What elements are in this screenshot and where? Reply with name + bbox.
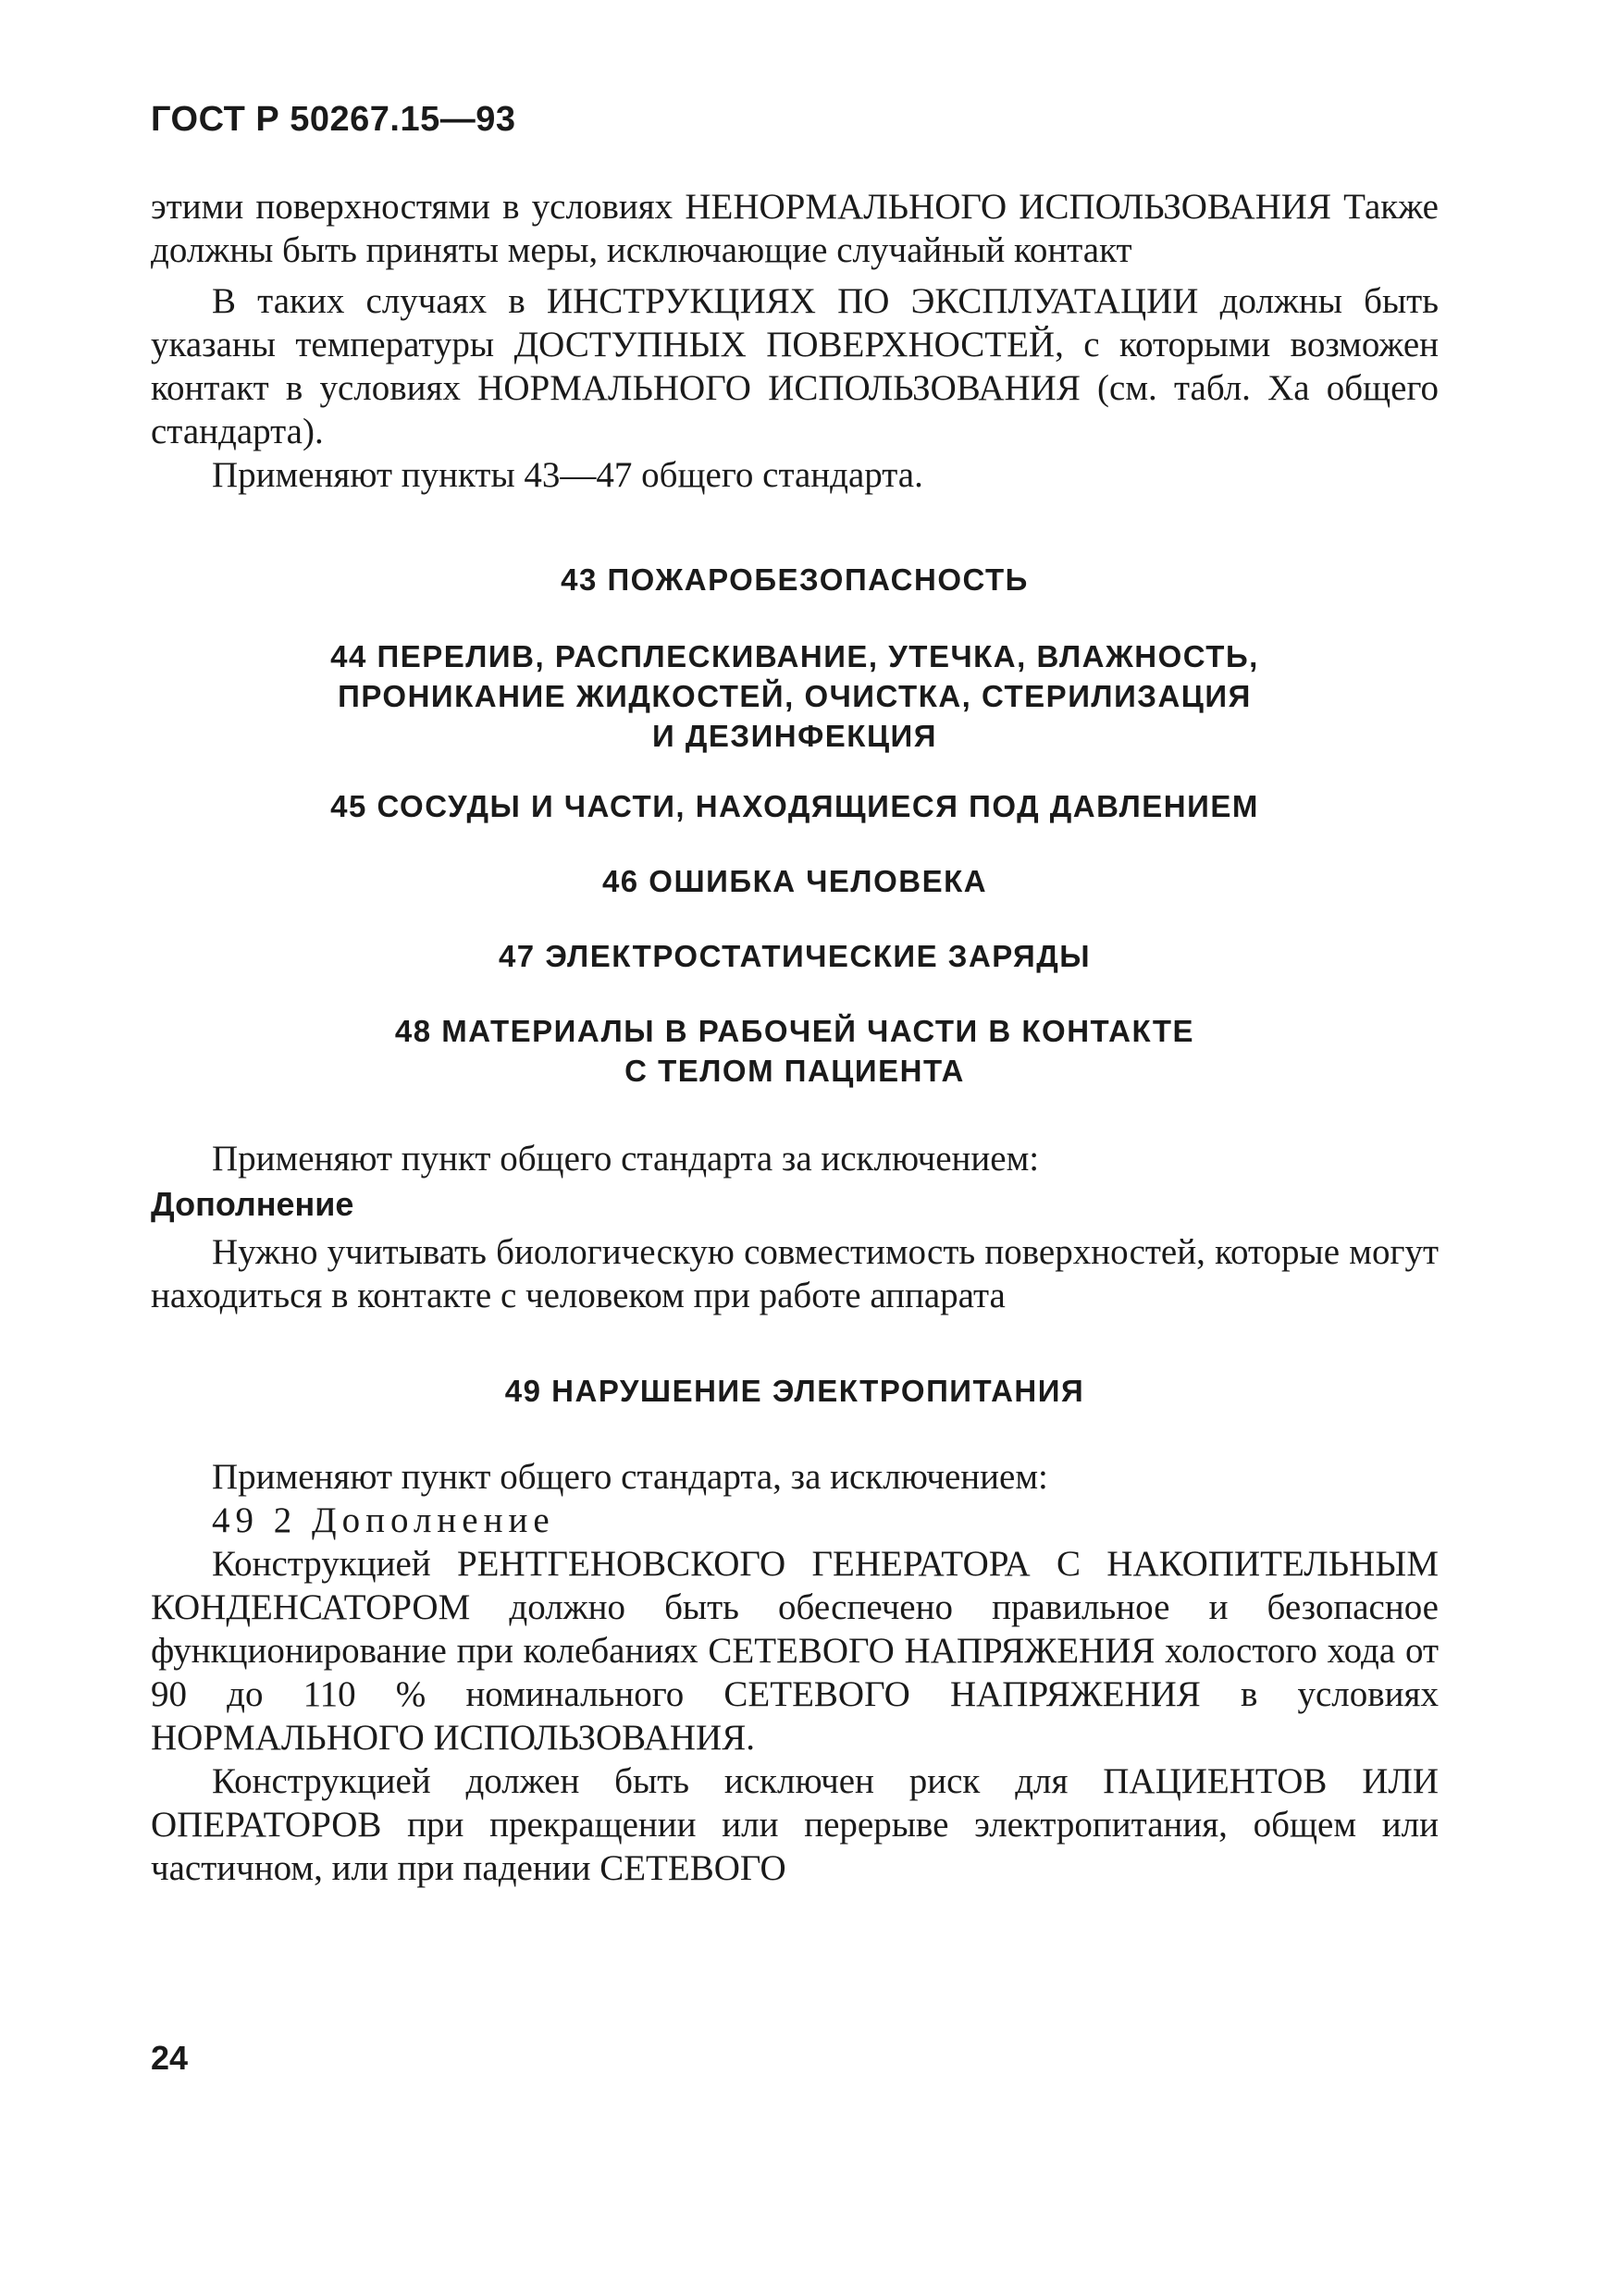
paragraph-continuation: этими поверхностями в условиях НЕНОРМАЛЬНОГО ИСПОЛЬЗОВАНИЯ Также должны быть приняты меры, исключающие случайный контакт — [151, 187, 1439, 270]
paragraph-49-body-1: Конструкцией РЕНТГЕНОВСКОГО ГЕНЕРАТОРА С НАКОПИТЕЛЬНЫМ КОНДЕНСАТОРОМ должно быть обеспечено правильное и безопасное функционирование при колебаниях СЕТЕВОГО НАПРЯЖЕНИЯ холостого хода от 90 до 110 % номинального СЕТЕВОГО НАПРЯЖЕНИЯ в условиях НОРМАЛЬНОГО ИСПОЛЬЗОВАНИЯ. — [151, 1544, 1439, 1758]
page-header-standard-number: ГОСТ Р 50267.15—93 — [151, 100, 516, 139]
paragraph-48-intro: Применяют пункт общего стандарта за исключением: — [212, 1139, 1040, 1179]
section-heading-46: 46 ОШИБКА ЧЕЛОВЕКА — [601, 864, 988, 898]
paragraph-applied-clauses: Применяют пункты 43—47 общего стандарта. — [212, 455, 923, 495]
section-heading-47: 47 ЭЛЕКТРОСТАТИЧЕСКИЕ ЗАРЯДЫ — [498, 939, 1092, 973]
section-heading-48-line-1: 48 МАТЕРИАЛЫ В РАБОЧЕЙ ЧАСТИ В КОНТАКТЕ — [394, 1014, 1195, 1048]
page-number: 24 — [151, 2039, 189, 2077]
section-heading-44-line-1: 44 ПЕРЕЛИВ, РАСПЛЕСКИВАНИЕ, УТЕЧКА, ВЛАЖНОСТЬ, — [330, 639, 1259, 673]
page-content — [151, 185, 1439, 1890]
section-heading-49: 49 НАРУШЕНИЕ ЭЛЕКТРОПИТАНИЯ — [504, 1374, 1085, 1408]
paragraph-instructions: В таких случаях в ИНСТРУКЦИЯХ ПО ЭКСПЛУАТАЦИИ должны быть указаны температуры ДОСТУПНЫХ ПОВЕРХНОСТЕЙ, с которыми возможен контакт в условиях НОРМАЛЬНОГО ИСПОЛЬЗОВАНИЯ (см. табл. Ха общего стандарта). — [151, 281, 1439, 451]
section-heading-44-line-3: И ДЕЗИНФЕКЦИЯ — [652, 719, 937, 753]
paragraph-48-body: Нужно учитывать биологическую совместимость поверхностей, которые могут находиться в контакте с человеком при работе аппарата — [151, 1232, 1439, 1315]
section-heading-44 — [151, 636, 1439, 756]
subheading-addition-48: Дополнение — [151, 1185, 354, 1223]
section-heading-44-line-2: ПРОНИКАНИЕ ЖИДКОСТЕЙ, ОЧИСТКА, СТЕРИЛИЗАЦИЯ — [338, 679, 1252, 713]
section-heading-48-line-2: С ТЕЛОМ ПАЦИЕНТА — [624, 1054, 965, 1088]
paragraph-49-body-2: Конструкцией должен быть исключен риск для ПАЦИЕНТОВ ИЛИ ОПЕРАТОРОВ при прекращении или перерыве электропитания, общем или частичном, или при падении СЕТЕВОГО — [151, 1761, 1439, 1888]
paragraph-49-intro: Применяют пункт общего стандарта, за исключением: — [212, 1457, 1048, 1497]
section-heading-43: 43 ПОЖАРОБЕЗОПАСНОСТЬ — [561, 562, 1029, 597]
section-heading-45: 45 СОСУДЫ И ЧАСТИ, НАХОДЯЩИЕСЯ ПОД ДАВЛЕНИЕМ — [330, 789, 1259, 823]
subheading-addition-49-2: 49 2 Дополнение — [212, 1500, 555, 1540]
section-heading-48 — [151, 1011, 1439, 1091]
